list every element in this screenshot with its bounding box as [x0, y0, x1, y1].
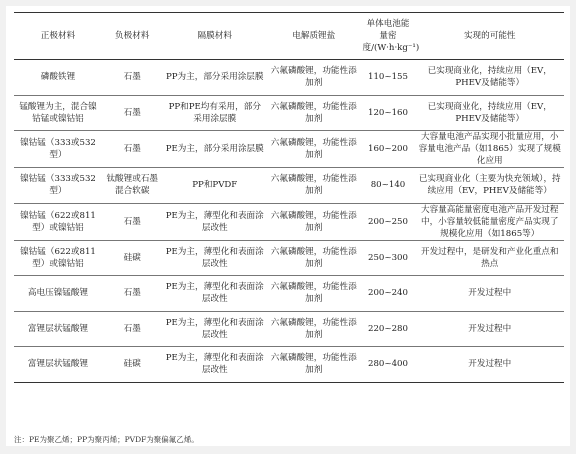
header-electrolyte: 电解质锂盐: [267, 13, 361, 60]
cell-density: 280~400: [361, 347, 416, 383]
cell-electrolyte: 六氟磷酸锂，功能性添加剂: [267, 311, 361, 347]
header-energy-density: 单体电池能量密度/(W·h·kg⁻¹): [361, 13, 416, 60]
cell-density: 110~155: [367, 72, 408, 83]
cell-electrolyte: 六氟磷酸锂，功能性添加剂: [270, 66, 357, 89]
table-row: [14, 240, 564, 276]
cell-feasibility: 大容量电池产品实现小批量应用，小容量电池产品（如1865）实现了规模化应用: [416, 131, 565, 168]
cell-cathode: 镍钴锰（622或811型）或镍钴铝: [14, 240, 102, 276]
cell-electrolyte: 六氟磷酸锂，功能性添加剂: [267, 240, 361, 276]
cell-feasibility: 开发过程中: [416, 347, 565, 383]
cell-density: 120~160: [361, 95, 416, 131]
header-cathode: 正极材料: [14, 13, 102, 60]
cell-separator: PP为主，部分采用涂层膜: [165, 72, 264, 83]
cell-separator: PE为主，薄型化和表面涂层改性: [163, 240, 268, 276]
cell-cathode: 镍钴锰（333或532型）: [14, 131, 102, 168]
table-footnote: 注：PE为聚乙烯；PP为聚丙烯；PVDF为聚偏氟乙烯。: [14, 435, 199, 444]
table-row: [14, 95, 564, 131]
cell-anode: 硅碳: [102, 240, 163, 276]
table-row: [14, 203, 564, 240]
cell-feasibility: 已实现商业化（主要为快充领域），持续应用（EV，PHEV及储能等）: [416, 168, 565, 204]
cell-separator: PP和PE均有采用，部分采用涂层膜: [163, 95, 268, 131]
table-row: [14, 347, 564, 383]
cell-anode: 石墨: [102, 131, 163, 168]
cell-density: 80~140: [361, 168, 416, 204]
cell-cathode: 磷酸铁锂: [40, 72, 76, 83]
cell-anode: 石墨: [102, 95, 163, 131]
table-row: [14, 276, 564, 312]
header-feasibility: 实现的可能性: [416, 13, 565, 60]
cell-anode: 石墨: [102, 203, 163, 240]
cell-electrolyte: 六氟磷酸锂，功能性添加剂: [267, 95, 361, 131]
cell-separator: PE为主，部分采用涂层膜: [163, 131, 268, 168]
cell-electrolyte: 六氟磷酸锂，功能性添加剂: [267, 203, 361, 240]
cell-cathode: 富锂层状锰酸锂: [14, 311, 102, 347]
cell-separator: PE为主，薄型化和表面涂层改性: [163, 311, 268, 347]
cell-cathode: 镍钴锰（333或532型）: [14, 168, 102, 204]
cell-anode: 石墨: [102, 276, 163, 312]
cell-anode: 石墨: [123, 72, 141, 83]
cell-density: 160~200: [361, 131, 416, 168]
cell-feasibility: 开发过程中: [416, 311, 565, 347]
table-header-row: [14, 13, 564, 60]
cell-feasibility: 开发过程中: [416, 276, 565, 312]
cell-electrolyte: 六氟磷酸锂，功能性添加剂: [267, 347, 361, 383]
cell-cathode: 高电压镍锰酸锂: [14, 276, 102, 312]
cell-density: 220~280: [361, 311, 416, 347]
cell-feasibility: 已实现商业化，持续应用（EV，PHEV及储能等）: [416, 95, 565, 131]
cell-separator: PE为主，薄型化和表面涂层改性: [163, 203, 268, 240]
cell-feasibility: 已实现商业化，持续应用（EV，PHEV及储能等）: [427, 66, 552, 89]
cell-electrolyte: 六氟磷酸锂，功能性添加剂: [267, 168, 361, 204]
cell-anode: 硅碳: [102, 347, 163, 383]
cell-cathode: 镍钴锰（622或811型）或镍钴铝: [14, 203, 102, 240]
header-anode: 负极材料: [102, 13, 163, 60]
cell-electrolyte: 六氟磷酸锂，功能性添加剂: [267, 276, 361, 312]
table-row: [14, 60, 564, 96]
cell-density: 250~300: [361, 240, 416, 276]
cell-feasibility: 大容量高能量密度电池产品开发过程中，小容量较低能量密度产品实现了规模化应用（如1865等）: [416, 203, 565, 240]
cell-separator: PE为主，薄型化和表面涂层改性: [163, 276, 268, 312]
cell-density: 200~250: [361, 203, 416, 240]
document-page: [6, 6, 570, 446]
cell-cathode: 富锂层状锰酸锂: [14, 347, 102, 383]
cell-anode: 钛酸锂或石墨混合软碳: [102, 168, 163, 204]
cell-separator: PE为主，薄型化和表面涂层改性: [163, 347, 268, 383]
battery-materials-table: [14, 12, 564, 383]
cell-cathode: 锰酸锂为主，混合镍钴锰或镍钴铝: [14, 95, 102, 131]
table-row: [14, 168, 564, 204]
table-row: [14, 131, 564, 168]
cell-separator: PP和PVDF: [163, 168, 268, 204]
header-separator: 隔膜材料: [163, 13, 268, 60]
table-row: [14, 311, 564, 347]
cell-anode: 石墨: [102, 311, 163, 347]
cell-feasibility: 开发过程中，是研发和产业化重点和热点: [416, 240, 565, 276]
cell-density: 200~240: [361, 276, 416, 312]
cell-electrolyte: 六氟磷酸锂，功能性添加剂: [267, 131, 361, 168]
